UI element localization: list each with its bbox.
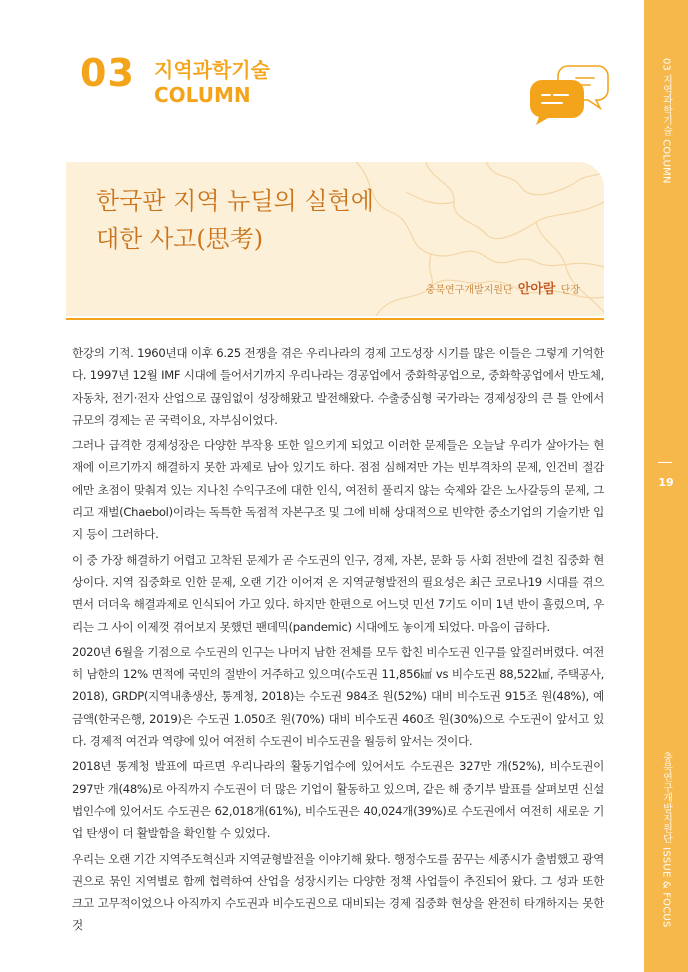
section-title-ko: 지역과학기술 xyxy=(154,58,270,82)
author-name: 안아람 xyxy=(517,282,556,297)
body-paragraph: 2018년 통계청 발표에 따르면 우리나라의 활동기업수에 있어서도 수도권은 327만 개(52%), 비수도권이 297만 개(48%)로 아직까지 수도권이 더 많은 기업이 활동하고 있으며, 같은 해 중기부 발표를 살펴보면 신설법인수에 있어서도 수도권은 62,018개(61%), 비수도권은 40,024개(39%)로 수도권에서 여전히 새로운 기업 탄생이 더 활발함을 확인할 수 있었다. xyxy=(72,759,604,841)
body-paragraph: 이 중 가장 해결하기 어렵고 고착된 문제가 곧 수도권의 인구, 경제, 자본, 문화 등 사회 전반에 걸친 집중화 현상이다. 지역 집중화로 인한 문제, 오랜 기간 이어져 온 지역균형발전의 필요성은 최근 코로나19 시대를 겪으면서 더더욱 해결과제로 인식되어 가고 있다. 하지만 한편으로 어느덧 민선 7기도 이미 1년 반이 흘렀으며, 우리는 그 사이 이제껏 겪어보지 못했던 팬데믹(pandemic) 시대에도 놓이게 되었다. 마음이 급하다. xyxy=(72,552,604,634)
author-organization: 충북연구개발지원단 xyxy=(425,285,513,296)
article-title xyxy=(96,182,374,258)
body-paragraph: 우리는 오랜 기간 지역주도혁신과 지역균형발전을 이야기해 왔다. 행정수도를 꿈꾸는 세종시가 출범했고 광역권으로 묶인 지역별로 함께 협력하여 산업을 성장시키는 다양한 정책 사업들이 추진되어 왔다. 그 성과 또한 크고 고무적이었으나 아직까지 수도권과 비수도권으로 대비되는 경제 집중화 현상을 완전히 타개하지는 못한 것 xyxy=(72,851,604,933)
author-title: 단장 xyxy=(560,285,580,296)
page-number: 19 xyxy=(658,476,674,489)
sidebar-publication-label: 충북연구개발지원단 ISSUE & FOCUS xyxy=(660,752,672,928)
body-paragraph: 그러나 급격한 경제성장은 다양한 부작용 또한 일으키게 되었고 이러한 문제들은 오늘날 우리가 살아가는 현재에 이르기까지 해결하지 못한 과제로 남아 있기도 하다. 점점 심해져만 가는 빈부격차의 문제, 인건비 절감에만 초점이 맞춰져 있는 지나친 수익구조에 대한 인식, 여전히 풀리지 않는 숙제와 같은 노사갈등의 문제, 그리고 재벌(Chaebol)이라는 독특한 독점적 자본구조 및 그에 비해 상대적으로 빈약한 중소기업의 기술기반 입지 등이 그러하다. xyxy=(72,438,604,542)
section-title-en: COLUMN xyxy=(154,83,251,107)
author-byline xyxy=(426,278,580,297)
banner-underline xyxy=(66,318,604,320)
title-banner xyxy=(66,162,604,316)
speech-bubbles-icon xyxy=(524,60,610,126)
section-title xyxy=(154,58,270,108)
section-number: 03 xyxy=(80,51,135,95)
article-body xyxy=(72,342,604,940)
sidebar-section-label: 03 지역과학기술 COLUMN xyxy=(660,58,672,184)
body-paragraph: 2020년 6월을 기점으로 수도권의 인구는 나머지 남한 전체를 모두 합친 비수도권 인구를 앞질러버렸다. 여전히 남한의 12% 면적에 국민의 절반이 거주하고 있으며(수도권 11,856㎢ vs 비수도권 88,522㎢, 주택공사, 2018), GRDP(지역내총생산, 통계청, 2018)는 수도권 984조 원(52%) 대비 비수도권 915조 원(48%), 예금액(한국은행, 2019)은 수도권 1.050조 원(70%) 대비 비수도권 460조 원(30%)으로 수도권이 앞서고 있다. 경제적 여건과 역량에 있어 여전히 수도권이 비수도권을 월등히 앞서는 것이다. xyxy=(72,644,604,749)
article-title-line2: 대한 사고(思考) xyxy=(96,225,264,253)
sidebar-divider xyxy=(658,462,672,463)
body-paragraph: 한강의 기적. 1960년대 이후 6.25 전쟁을 겪은 우리나라의 경제 고도성장 시기를 많은 이들은 그렇게 기억한다. 1997년 12월 IMF 시대에 들어서기까지 우리나라는 경공업에서 중화학공업으로, 중화학공업에서 반도체, 자동차, 전기·전자 산업으로 끊임없이 성장해왔고 발전해왔다. 수출중심형 국가라는 경제성장의 큰 틀 안에서 규모의 경제는 곧 국력이요, 자부심이었다. xyxy=(72,346,604,427)
article-title-line1: 한국판 지역 뉴딜의 실현에 xyxy=(96,187,374,215)
